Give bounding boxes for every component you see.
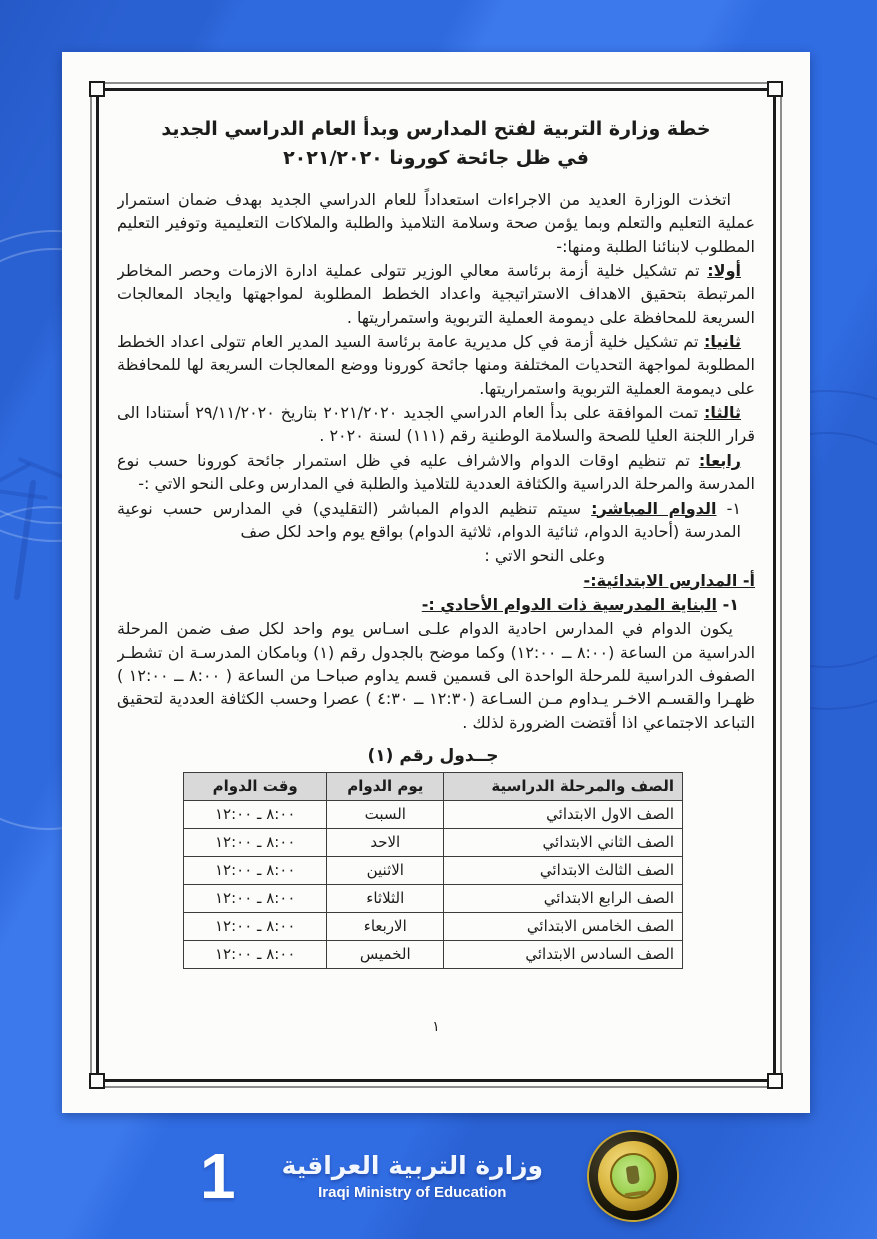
ministry-name-arabic: وزارة التربية العراقية — [281, 1151, 544, 1180]
section-third-label: ثالثا: — [704, 403, 741, 423]
subsection-single-shift-building — [117, 593, 755, 616]
table-cell: الاحد — [327, 828, 444, 856]
table-row — [184, 828, 683, 856]
ministry-logotype — [282, 1151, 543, 1201]
table-cell: الصف الثاني الابتدائي — [444, 828, 683, 856]
table-row — [184, 884, 683, 912]
page-number: ١ — [432, 1018, 440, 1035]
table-cell: الصف السادس الابتدائي — [444, 940, 683, 968]
section-fourth-text: تم تنظيم اوقات الدوام والاشراف عليه في ظل استمرار جائحة كورونا حسب نوع المدرسة والمرحلة الدراسية والكثافة العددية للتلاميذ والطلبة في المدارس وعلى النحو الاتي :- — [117, 450, 755, 494]
intro-paragraph: اتخذت الوزارة العديد من الاجراءات استعداداً للعام الدراسي الجديد بهدف ضمان استمرار عملية التعليم والتعلم وبما يؤمن صحة وسلامة التلاميذ والطلبة والملاكات التعليمية وتوفير التعليم المطلوب لابنائنا الطلبة ومنها:- — [117, 189, 755, 256]
list-item-text-line2: وعلى النحو الاتي : — [484, 546, 605, 566]
section-third — [117, 401, 755, 448]
table-cell: ٨:٠٠ ـ ١٢:٠٠ — [184, 800, 327, 828]
section-second-label: ثانيا: — [704, 332, 741, 352]
page-border-frame — [96, 88, 776, 1082]
single-shift-paragraph: يكون الدوام في المدارس احادية الدوام علـى اسـاس يوم واحد لكل صف ضمن المرحلة الدراسية من الساعة (٨:٠٠ ــ ١٢:٠٠) وكما موضح بالجدول رقم (١) وبامكان المدرسـة ان تشطـر الصفوف الدراسية للمرحلة الواحدة الى قسمين قسم يداوم صباحـا من الساعة ( ٨:٠٠ ــ ١٢:٠٠ ) ظهـرا والقسـم الاخـر يـداوم مـن السـاعة (١٢:٣٠ ــ ٤:٣٠ ) عصرا وحسب الكثافة العددية لتحقيق التباعد الاجتماعي اذا أقتضت الضرورة لذلك . — [117, 619, 755, 732]
frame-corner-ornament — [89, 81, 105, 97]
emblem-crest — [626, 1165, 640, 1184]
document-content — [117, 99, 755, 1071]
document-title — [117, 115, 755, 174]
table-cell: ٨:٠٠ ـ ١٢:٠٠ — [184, 940, 327, 968]
title-line-2: في ظل جائحة كورونا ٢٠٢١/٢٠٢٠ — [283, 147, 589, 170]
document-page — [62, 52, 810, 1113]
table-cell: الصف الرابع الابتدائي — [444, 884, 683, 912]
table-row — [184, 800, 683, 828]
iraq-ministry-emblem-icon — [583, 1126, 682, 1225]
table-cell: الصف الاول الابتدائي — [444, 800, 683, 828]
subsection-number: ١- — [722, 594, 739, 614]
list-item-title: الدوام المباشر: — [591, 498, 717, 518]
footer-band — [0, 1113, 877, 1239]
table-cell: السبت — [327, 800, 444, 828]
footer-page-indicator: 1 — [199, 1140, 236, 1212]
section-first — [117, 259, 755, 329]
header-cell-day: يوم الدوام — [327, 772, 444, 800]
title-line-1: خطة وزارة التربية لفتح المدارس وبدأ العام الدراسي الجديد — [161, 118, 711, 140]
table-row — [184, 856, 683, 884]
list-item-direct-attendance — [117, 497, 755, 544]
frame-corner-ornament — [767, 81, 783, 97]
section-fourth-label: رابعا: — [698, 450, 742, 470]
table-cell: الاربعاء — [327, 912, 444, 940]
table-cell: ٨:٠٠ ـ ١٢:٠٠ — [184, 912, 327, 940]
table-row — [184, 912, 683, 940]
section-third-text: تمت الموافقة على بدأ العام الدراسي الجديد ٢٠٢١/٢٠٢٠ بتاريخ ٢٩/١١/٢٠٢٠ أستنادا الى قرار اللجنة العليا للصحة والسلامة الوطنية رقم (١١١) لسنة ٢٠٢٠ . — [117, 403, 755, 446]
table-caption: جــدول رقم (١) — [367, 746, 499, 767]
schedule-table-body — [184, 800, 683, 968]
section-second-text: تم تشكيل خلية أزمة في كل مديرية عامة برئاسة السيد المدير العام تتولى اعداد الخطط المطلوبة لمواجهة التحديات المختلفة ومنها جائحة كورونا ووضع المعالجات السريعة لها للمحافظة على ديمومة العملية التربوية واستمراريتها. — [117, 332, 755, 398]
schedule-table-header — [184, 772, 683, 800]
section-first-text: تم تشكيل خلية أزمة برئاسة معالي الوزير تتولى عملية ادارة الازمات وحصر المخاطر المرتبطة بتحقيق الاهداف الاستراتيجية واعداد الخطط المطلوبة لمواجهتها وايجاد المعالجات السريعة للمحافظة على ديمومة العملية التربوية واستمراريتها . — [117, 260, 755, 327]
section-first-label: أولا: — [707, 260, 741, 280]
frame-corner-ornament — [767, 1073, 783, 1089]
subsection-primary-schools: أ- المدارس الابتدائية:- — [583, 570, 755, 590]
table-cell: الاثنين — [327, 856, 444, 884]
section-second — [117, 330, 755, 400]
header-cell-time: وقت الدوام — [184, 772, 327, 800]
header-row — [184, 772, 683, 800]
list-item-number: ١- — [726, 498, 741, 518]
subsection-title: البناية المدرسية ذات الدوام الأحادي :- — [421, 594, 718, 614]
table-cell: ٨:٠٠ ـ ١٢:٠٠ — [184, 884, 327, 912]
table-cell: الصف الخامس الابتدائي — [444, 912, 683, 940]
table-cell: الثلاثاء — [327, 884, 444, 912]
header-cell-class: الصف والمرحلة الدراسية — [444, 772, 683, 800]
table-cell: ٨:٠٠ ـ ١٢:٠٠ — [184, 856, 327, 884]
table-cell: الخميس — [327, 940, 444, 968]
schedule-table — [183, 772, 683, 969]
table-cell: الصف الثالث الابتدائي — [444, 856, 683, 884]
frame-corner-ornament — [89, 1073, 105, 1089]
list-item-text: سيتم تنظيم الدوام المباشر (التقليدي) في المدارس حسب نوعية المدرسة (أحادية الدوام، ثنائية الدوام، ثلاثية الدوام) بواقع يوم واحد لكل صف — [117, 498, 741, 541]
table-cell: ٨:٠٠ ـ ١٢:٠٠ — [184, 828, 327, 856]
section-fourth — [117, 449, 755, 496]
ministry-name-english: Iraqi Ministry of Education — [318, 1184, 507, 1201]
table-row — [184, 940, 683, 968]
